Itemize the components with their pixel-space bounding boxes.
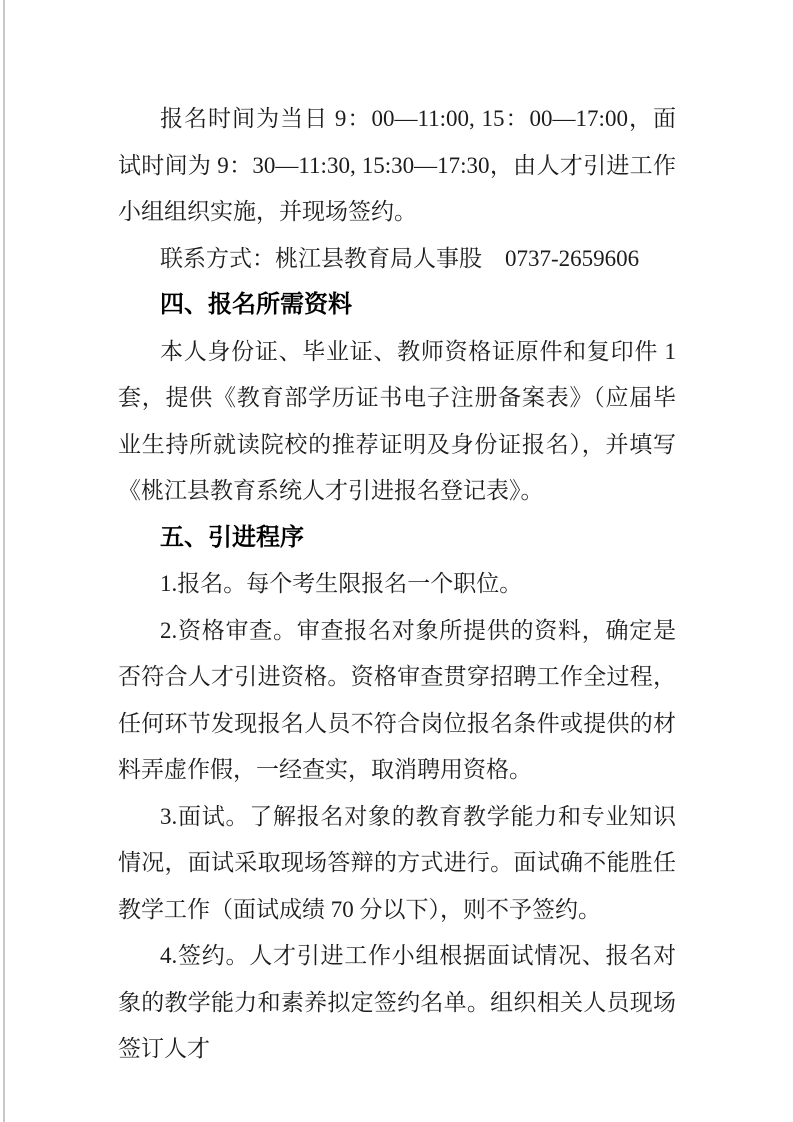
page-left-edge-line (3, 0, 5, 1122)
document-text-block (118, 96, 676, 1073)
list-item-1-registration: 1.报名。每个考生限报名一个职位。 (160, 571, 523, 596)
section-heading-recruitment-procedure: 五、引进程序 (160, 523, 304, 551)
paragraph-signup-time: 报名时间为当日 9：00—11:00, 15：00—17:00，面试时间为 9：30—11:30, 15:30—17:30，由人才引进工作小组组织实施，并现场签约。 (118, 106, 676, 224)
section-heading-required-materials: 四、报名所需资料 (160, 291, 352, 318)
contact-info-line: 联系方式：桃江县教育局人事股 0737-2659606 (160, 245, 640, 271)
paragraph-required-materials: 本人身份证、毕业证、教师资格证原件和复印件 1 套，提供《教育部学历证书电子注册备案表》（应届毕业生持所就读院校的推荐证明及身份证报名），并填写《桃江县教育系统人才引进报名登记表》。 (118, 338, 676, 503)
list-item-4-signing: 4.签约。人才引进工作小组根据面试情况、报名对象的教学能力和素养拟定签约名单。组织相关人员现场签订人才 (118, 943, 676, 1061)
list-item-2-qualification-review: 2.资格审查。审查报名对象所提供的资料，确定是否符合人才引进资格。资格审查贯穿招聘工作全过程，任何环节发现报名人员不符合岗位报名条件或提供的材料弄虚作假，一经查实，取消聘用资格。 (118, 617, 676, 782)
list-item-3-interview: 3.面试。了解报名对象的教育教学能力和专业知识情况，面试采取现场答辩的方式进行。面试确不能胜任教学工作（面试成绩 70 分以下），则不予签约。 (118, 803, 676, 922)
